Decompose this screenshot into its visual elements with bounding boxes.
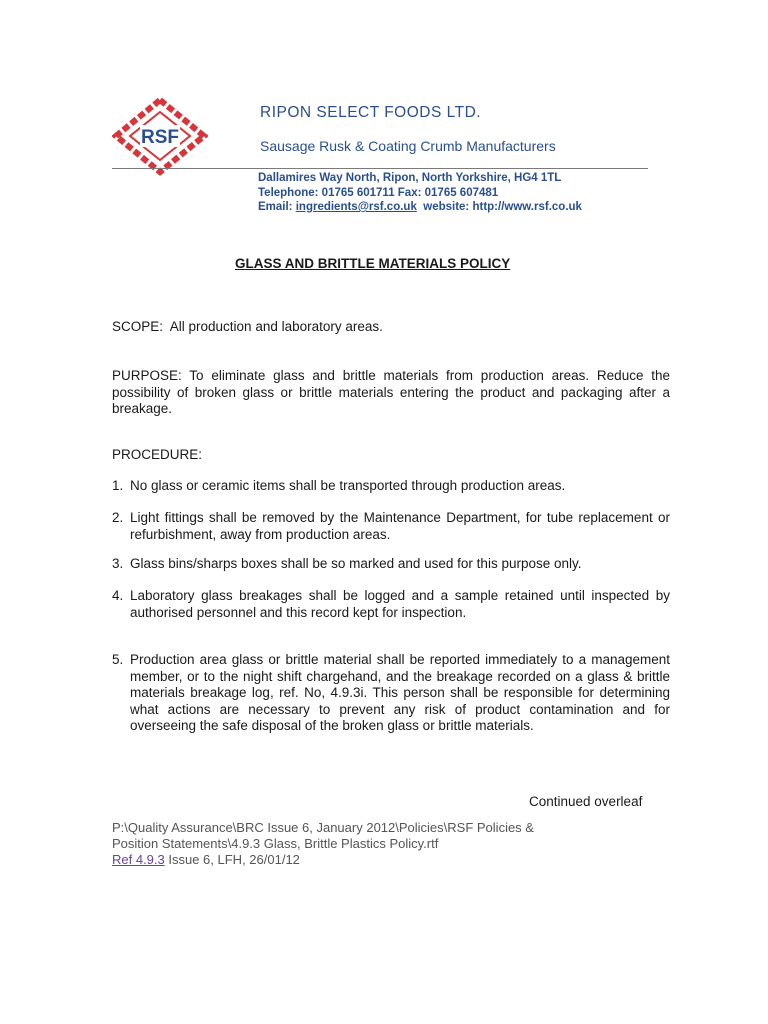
email-website-line — [258, 200, 582, 215]
purpose-paragraph: PURPOSE: To eliminate glass and brittle materials from production areas. Reduce the possibility of broken glass or brittle materials entering the product and packaging after a breakage. — [112, 368, 670, 416]
company-tagline: Sausage Rusk & Coating Crumb Manufacturers — [260, 138, 556, 154]
address-line: Dallamires Way North, Ripon, North Yorkshire, HG4 1TL — [258, 172, 562, 184]
procedure-heading: PROCEDURE: — [112, 447, 203, 462]
reference-link[interactable]: Ref 4.9.3 — [112, 852, 165, 867]
document-title: GLASS AND BRITTLE MATERIALS POLICY — [235, 256, 511, 271]
procedure-item — [112, 478, 670, 495]
item-text: Laboratory glass breakages shall be logged and a sample retained until inspected by authorised personnel and this record kept for inspection. — [130, 588, 670, 620]
file-path-footer — [112, 820, 534, 868]
letterhead-divider — [112, 168, 648, 169]
item-number: 1. — [112, 478, 124, 493]
procedure-item — [112, 510, 670, 543]
scope-paragraph: SCOPE: All production and laboratory areas. — [112, 319, 383, 334]
procedure-item — [112, 556, 670, 573]
email-link[interactable]: ingredients@rsf.co.uk — [295, 201, 417, 213]
item-text: Production area glass or brittle material shall be reported immediately to a management member, or to the night shift chargehand, and the breakage recorded on a glass & brittle materials breakage log, ref. No, 4.9.3i. This person shall be responsible for determining what actions are necessary to prevent any risk of product contamination and for overseeing the safe disposal of the broken glass or brittle materials. — [130, 652, 670, 733]
item-number: 2. — [112, 510, 124, 525]
item-number: 4. — [112, 588, 124, 603]
file-path-line-1: P:\Quality Assurance\BRC Issue 6, January 2012\Policies\RSF Policies & — [112, 820, 534, 835]
item-text: No glass or ceramic items shall be transported through production areas. — [130, 478, 566, 493]
procedure-item — [112, 652, 670, 735]
company-name: RIPON SELECT FOODS LTD. — [260, 104, 482, 121]
rsf-logo — [112, 96, 208, 176]
telephone-line: Telephone: 01765 601711 Fax: 01765 607481 — [258, 186, 499, 199]
item-number: 3. — [112, 556, 124, 571]
file-path-line-2: Position Statements\4.9.3 Glass, Brittle Plastics Policy.rtf — [112, 836, 439, 851]
item-number: 5. — [112, 652, 124, 667]
issue-info: Issue 6, LFH, 26/01/12 — [164, 852, 300, 867]
item-text: Glass bins/sharps boxes shall be so marked and used for this purpose only. — [130, 556, 582, 571]
item-text: Light fittings shall be removed by the Maintenance Department, for tube replacement or refurbishment, away from production areas. — [130, 510, 670, 542]
email-label: Email: — [258, 201, 296, 213]
procedure-item — [112, 588, 670, 621]
website-link[interactable]: http://www.rsf.co.uk — [472, 201, 582, 213]
svg-text:RSF: RSF — [141, 127, 179, 148]
contact-block — [258, 171, 582, 215]
reference-line — [112, 852, 534, 868]
website-label: website: — [416, 201, 473, 213]
continued-note: Continued overleaf — [529, 794, 643, 809]
